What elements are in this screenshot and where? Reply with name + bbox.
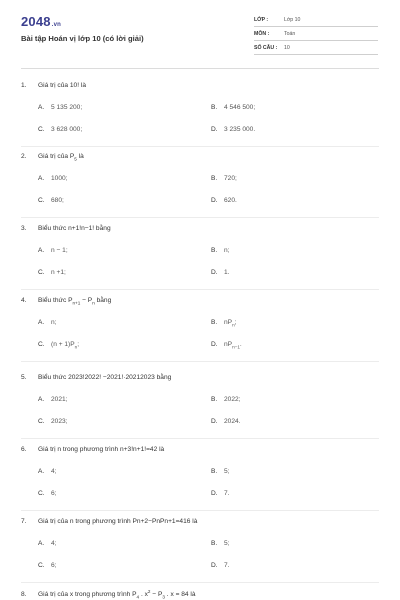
option-letter: C.	[38, 341, 45, 348]
meta-label: LỚP :	[254, 17, 269, 23]
question-stem-end: . x = 84 là	[164, 591, 196, 599]
option-text: 4;	[51, 540, 57, 547]
option-text: 4;	[51, 468, 57, 475]
question-stem: Giá trị của P	[38, 153, 75, 160]
meta-question-count	[254, 42, 378, 55]
option-letter: B.	[211, 319, 218, 326]
option-text: n − 1;	[51, 247, 68, 254]
option-letter: C.	[38, 269, 45, 276]
option-text: n +1;	[51, 269, 66, 276]
question-stem: Giá trị của x trong phương trình P	[38, 591, 137, 599]
option-d[interactable]	[211, 197, 237, 204]
option-d[interactable]	[211, 341, 242, 349]
option-c[interactable]	[38, 126, 82, 133]
option-a[interactable]	[38, 540, 57, 547]
option-text: 2021;	[51, 396, 68, 403]
option-text: nP	[224, 319, 233, 326]
question-divider	[21, 289, 379, 290]
option-text: 3 235 000.	[224, 126, 256, 133]
question-divider	[21, 438, 379, 439]
option-text: 2024.	[224, 418, 241, 425]
question-stem: Biểu thức n+1!n−1! bằng	[38, 225, 111, 232]
question-number: 8.	[21, 591, 27, 599]
question-text	[21, 446, 164, 453]
option-d[interactable]	[211, 126, 255, 133]
option-a[interactable]	[38, 468, 57, 475]
meta-value: 10	[284, 45, 290, 51]
question-divider	[21, 361, 379, 362]
option-text: 6;	[51, 490, 57, 497]
option-text: 5;	[224, 540, 230, 547]
header-divider	[21, 68, 379, 69]
question-divider	[21, 217, 379, 218]
option-text: 7.	[224, 490, 230, 497]
option-c[interactable]	[38, 269, 66, 276]
meta-value: Lớp 10	[284, 17, 301, 23]
subscript: n	[232, 322, 235, 328]
subscript: n+1	[72, 300, 81, 306]
subscript: n	[74, 344, 78, 350]
question-number: 3.	[21, 225, 27, 232]
question-stem: Giá trị của n trong phương trình Pn+2−PnPn+1=416 là	[38, 518, 198, 525]
option-d[interactable]	[211, 269, 230, 276]
option-text: nP	[224, 341, 233, 348]
option-letter: C.	[38, 418, 45, 425]
option-a[interactable]	[38, 396, 68, 403]
option-b[interactable]	[211, 104, 255, 111]
option-b[interactable]	[211, 396, 241, 403]
option-c[interactable]	[38, 341, 79, 349]
question-divider	[21, 510, 379, 511]
option-d[interactable]	[211, 418, 241, 425]
option-a[interactable]	[38, 104, 82, 111]
question-text	[21, 153, 84, 161]
option-b[interactable]	[211, 175, 237, 182]
question-stem: Giá trị n trong phương trình n+3!n+1!=42 là	[38, 446, 165, 453]
question-text	[21, 518, 197, 525]
option-text: 4 546 500;	[224, 104, 256, 111]
option-letter: C.	[38, 562, 45, 569]
option-letter: C.	[38, 197, 45, 204]
meta-label: SỐ CÂU :	[254, 45, 278, 51]
option-text-end: ;	[77, 341, 80, 348]
meta-class	[254, 14, 378, 27]
question-number: 7.	[21, 518, 27, 525]
question-stem-mid: − P	[150, 591, 163, 599]
question-stem-mid: . x	[139, 591, 148, 599]
site-logo[interactable]	[21, 14, 61, 29]
option-letter: A.	[38, 104, 45, 111]
option-text: n;	[224, 247, 230, 254]
option-c[interactable]	[38, 562, 57, 569]
option-text: 1000;	[51, 175, 68, 182]
logo-text: 2048	[21, 14, 51, 29]
option-letter: D.	[211, 269, 218, 276]
option-a[interactable]	[38, 319, 57, 326]
option-text: 620.	[224, 197, 237, 204]
option-letter: A.	[38, 468, 45, 475]
option-letter: D.	[211, 341, 218, 348]
option-text-end: ;	[234, 319, 237, 326]
option-letter: B.	[211, 104, 218, 111]
option-letter: D.	[211, 126, 218, 133]
option-letter: B.	[211, 175, 218, 182]
option-letter: A.	[38, 319, 45, 326]
question-number: 6.	[21, 446, 27, 453]
option-text: 5 135 200;	[51, 104, 83, 111]
option-text: 720;	[224, 175, 237, 182]
question-divider	[21, 582, 379, 583]
option-letter: A.	[38, 175, 45, 182]
option-b[interactable]	[211, 468, 230, 475]
question-number: 2.	[21, 153, 27, 160]
option-letter: B.	[211, 247, 218, 254]
question-number: 1.	[21, 82, 27, 89]
option-text: (n + 1)P	[51, 341, 75, 348]
option-text-end: .	[239, 341, 242, 348]
option-c[interactable]	[38, 418, 68, 425]
option-text: 680;	[51, 197, 64, 204]
question-text	[21, 225, 111, 232]
subscript: n	[92, 300, 95, 306]
question-stem: Biểu thức P	[38, 297, 73, 304]
question-stem-mid: − P	[80, 297, 93, 304]
meta-value: Toán	[284, 31, 296, 37]
question-stem: Biểu thức 2023!2022! −2021!·20212023 bằng	[38, 374, 172, 381]
subscript: 3	[162, 594, 165, 600]
question-text	[21, 297, 111, 305]
meta-subject	[254, 28, 378, 41]
question-text	[21, 589, 196, 600]
question-stem-end: là	[76, 153, 84, 160]
question-number: 4.	[21, 297, 27, 304]
option-text: 6;	[51, 562, 57, 569]
logo-suffix: .vn	[51, 22, 62, 28]
option-text: 7.	[224, 562, 230, 569]
question-divider	[21, 146, 379, 147]
subscript: 5	[74, 156, 77, 162]
question-stem: Giá trị của 10! là	[38, 82, 87, 89]
option-c[interactable]	[38, 490, 57, 497]
subscript: 4	[136, 594, 140, 600]
option-text: n;	[51, 319, 57, 326]
worksheet-header	[0, 0, 400, 72]
subscript: n−1	[232, 344, 240, 350]
option-letter: C.	[38, 126, 45, 133]
option-b[interactable]	[211, 540, 230, 547]
option-letter: B.	[211, 540, 218, 547]
worksheet-title: Bài tập Hoán vị lớp 10 (có lời giải)	[21, 34, 144, 43]
option-letter: B.	[211, 468, 218, 475]
option-a[interactable]	[38, 175, 68, 182]
question-text	[21, 82, 86, 89]
option-letter: D.	[211, 418, 218, 425]
superscript: 2	[147, 589, 151, 594]
meta-label: MÔN :	[254, 31, 270, 37]
option-text: 2022;	[224, 396, 241, 403]
option-text: 3 628 000;	[51, 126, 83, 133]
option-letter: B.	[211, 396, 218, 403]
question-text	[21, 374, 171, 381]
option-letter: A.	[38, 247, 45, 254]
option-b[interactable]	[211, 247, 230, 254]
option-c[interactable]	[38, 197, 64, 204]
question-stem-end: bằng	[94, 297, 112, 304]
option-text: 1.	[224, 269, 230, 276]
option-text: 5;	[224, 468, 230, 475]
option-letter: A.	[38, 396, 45, 403]
option-letter: D.	[211, 197, 218, 204]
option-d[interactable]	[211, 490, 230, 497]
option-d[interactable]	[211, 562, 230, 569]
option-letter: C.	[38, 490, 45, 497]
option-a[interactable]	[38, 247, 68, 254]
option-text: 2023;	[51, 418, 68, 425]
question-number: 5.	[21, 374, 27, 381]
option-letter: D.	[211, 562, 218, 569]
option-letter: D.	[211, 490, 218, 497]
option-b[interactable]	[211, 319, 236, 327]
option-letter: A.	[38, 540, 45, 547]
